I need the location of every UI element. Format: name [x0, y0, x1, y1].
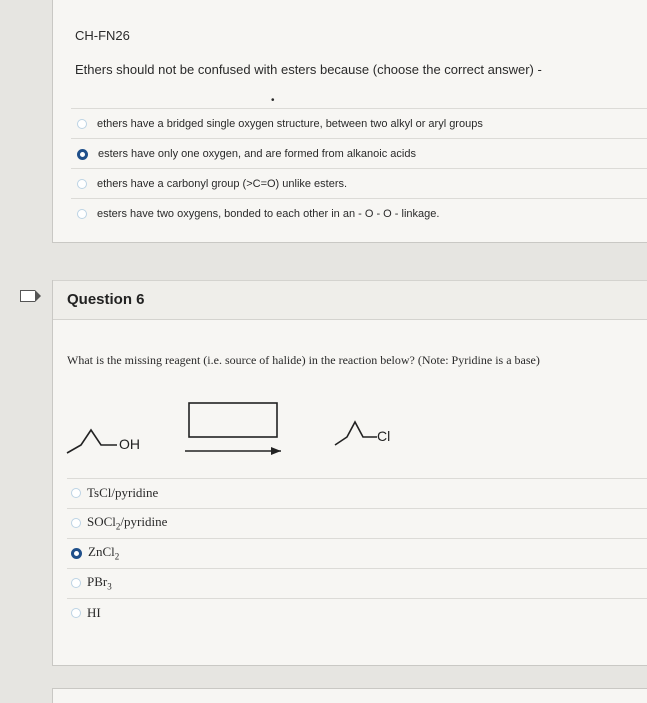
radio-button[interactable] [71, 518, 81, 528]
flag-question-icon[interactable] [20, 290, 35, 302]
answer-option-3[interactable] [67, 538, 647, 567]
answer-option-2[interactable] [67, 508, 647, 537]
option-label: HI [87, 605, 101, 620]
question-5-card [52, 0, 647, 243]
question-code: CH-FN26 [75, 28, 130, 43]
radio-button[interactable] [77, 119, 87, 129]
bullet-dot: • [271, 95, 275, 106]
option-label: SOCl$_2$/pyridine [87, 514, 168, 532]
option-label: ZnCl$_2$ [88, 544, 120, 562]
answer-option-1[interactable] [67, 478, 647, 507]
option-label: esters have two oxygens, bonded to each other in an - O - O - linkage. [97, 208, 440, 220]
radio-button[interactable] [71, 578, 81, 588]
option-label: PBr$_3$ [87, 574, 112, 592]
missing-reagent-box [189, 403, 277, 437]
answer-option-5[interactable] [67, 598, 647, 627]
radio-button[interactable] [77, 179, 87, 189]
question-header [53, 280, 647, 320]
reactant-skeleton [67, 430, 117, 453]
product-cl-label: Cl [377, 428, 391, 444]
radio-button[interactable] [71, 608, 81, 618]
option-label: ethers have a carbonyl group (>C=O) unlike esters. [97, 178, 348, 190]
radio-button[interactable] [71, 488, 81, 498]
radio-button-selected[interactable] [77, 149, 88, 160]
question-prompt: What is the missing reagent (i.e. source of halide) in the reaction below? (Note: Pyridine is a base) [67, 353, 540, 367]
answer-option-3[interactable] [71, 168, 647, 199]
reaction-diagram [65, 395, 425, 465]
next-question-card [52, 688, 647, 703]
product-skeleton [335, 422, 377, 445]
answer-option-4[interactable] [67, 568, 647, 597]
question-title: Question 6 [67, 291, 145, 308]
question-prompt: Ethers should not be confused with esters because (choose the correct answer) - [75, 62, 542, 77]
reactant-oh-label: OH [119, 436, 140, 452]
question-6-card [52, 280, 647, 666]
option-label: ethers have a bridged single oxygen structure, between two alkyl or aryl groups [97, 118, 483, 130]
option-label: TsCl/pyridine [87, 485, 159, 500]
radio-button-selected[interactable] [71, 548, 82, 559]
radio-button[interactable] [77, 209, 87, 219]
option-label: esters have only one oxygen, and are formed from alkanoic acids [98, 148, 416, 160]
answer-option-2[interactable] [71, 138, 647, 169]
answer-option-1[interactable] [71, 108, 647, 139]
answer-option-4[interactable] [71, 198, 647, 229]
arrow-head [271, 447, 281, 455]
